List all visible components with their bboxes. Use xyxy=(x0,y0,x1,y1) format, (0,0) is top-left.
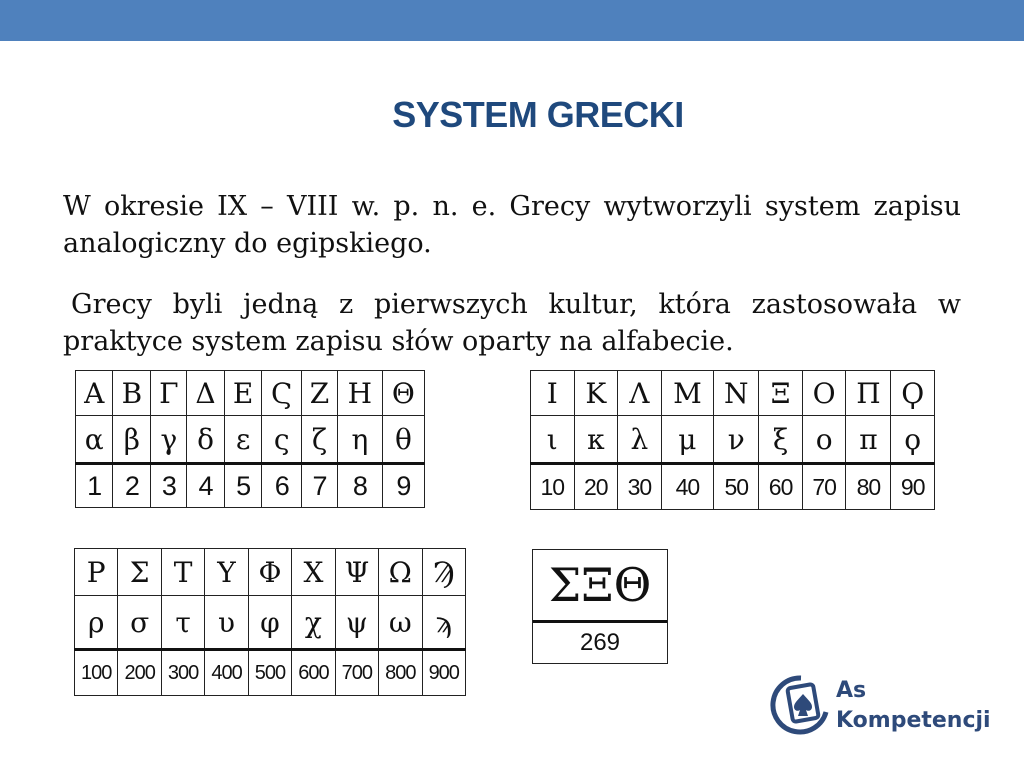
glyph-cell: ψ xyxy=(335,596,378,650)
value-cell: 6 xyxy=(262,464,302,508)
glyph-cell: η xyxy=(338,416,383,464)
glyph-cell: Δ xyxy=(187,371,224,416)
value-cell: 30 xyxy=(618,464,662,510)
glyph-cell: π xyxy=(846,416,891,464)
glyph-cell: Γ xyxy=(151,371,187,416)
numeral-table-tens xyxy=(530,370,935,510)
value-cell: 600 xyxy=(292,650,335,696)
lowercase-row xyxy=(531,416,935,464)
spade-card-icon xyxy=(770,672,832,740)
value-cell: 4 xyxy=(187,464,224,508)
glyph-cell: ι xyxy=(531,416,575,464)
glyph-cell: ρ xyxy=(75,596,118,650)
glyph-cell: α xyxy=(76,416,113,464)
glyph-cell: κ xyxy=(574,416,618,464)
value-cell: 700 xyxy=(335,650,378,696)
value-cell: 20 xyxy=(574,464,618,510)
logo-text xyxy=(836,676,991,736)
value-cell: 1 xyxy=(76,464,113,508)
glyph-cell: ς xyxy=(262,416,302,464)
glyph-cell: ω xyxy=(379,596,422,650)
paragraph-2: Grecy byli jedną z pierwszych kultur, która zastosowała w praktyce system zapisu słów oparty na alfabecie. xyxy=(63,289,961,357)
value-cell: 9 xyxy=(382,464,424,508)
value-cell: 50 xyxy=(714,464,759,510)
glyph-cell: σ xyxy=(118,596,161,650)
value-cell: 800 xyxy=(379,650,422,696)
value-cell: 300 xyxy=(161,650,204,696)
value-cell: 7 xyxy=(301,464,337,508)
glyph-cell: ζ xyxy=(301,416,337,464)
lowercase-row xyxy=(76,416,425,464)
paragraph-2-container xyxy=(63,286,961,372)
glyph-cell: Ζ xyxy=(301,371,337,416)
glyph-cell: θ xyxy=(382,416,424,464)
numeral-table-hundreds xyxy=(74,548,466,696)
glyph-cell: ε xyxy=(224,416,262,464)
example-box-269 xyxy=(532,549,668,664)
value-row xyxy=(531,464,935,510)
glyph-cell: ϙ xyxy=(891,416,935,464)
glyph-cell: Χ xyxy=(292,549,335,596)
slide-title: SYSTEM GRECKI xyxy=(392,94,684,135)
glyph-cell: Ϙ xyxy=(891,371,935,416)
glyph-cell: χ xyxy=(292,596,335,650)
example-letters: ΣΞΘ xyxy=(533,550,667,623)
glyph-cell: Ο xyxy=(802,371,846,416)
glyph-cell: υ xyxy=(205,596,248,650)
glyph-cell: Ϛ xyxy=(262,371,302,416)
glyph-cell: Η xyxy=(338,371,383,416)
value-cell: 5 xyxy=(224,464,262,508)
value-cell: 90 xyxy=(891,464,935,510)
value-cell: 10 xyxy=(531,464,575,510)
uppercase-row xyxy=(531,371,935,416)
glyph-cell: Ω xyxy=(379,549,422,596)
glyph-cell: Τ xyxy=(161,549,204,596)
value-cell: 400 xyxy=(205,650,248,696)
example-value: 269 xyxy=(579,629,621,656)
glyph-cell: Ξ xyxy=(759,371,803,416)
glyph-cell: μ xyxy=(661,416,714,464)
value-row xyxy=(76,464,425,508)
glyph-cell: Ρ xyxy=(75,549,118,596)
glyph-cell: λ xyxy=(618,416,662,464)
glyph-cell: δ xyxy=(187,416,224,464)
glyph-cell: Ι xyxy=(531,371,575,416)
top-accent-bar xyxy=(0,0,1024,41)
glyph-cell: Ϡ xyxy=(422,549,466,596)
value-cell: 60 xyxy=(759,464,803,510)
as-kompetencji-logo xyxy=(770,672,1000,744)
glyph-cell: Α xyxy=(76,371,113,416)
glyph-cell: Θ xyxy=(382,371,424,416)
uppercase-row xyxy=(75,549,466,596)
glyph-cell: ξ xyxy=(759,416,803,464)
lowercase-row xyxy=(75,596,466,650)
value-cell: 2 xyxy=(113,464,151,508)
value-cell: 900 xyxy=(422,650,466,696)
value-cell: 80 xyxy=(846,464,891,510)
glyph-cell: Ν xyxy=(714,371,759,416)
glyph-cell: Μ xyxy=(661,371,714,416)
glyph-cell: β xyxy=(113,416,151,464)
logo-line-1: As xyxy=(836,678,867,703)
glyph-cell: γ xyxy=(151,416,187,464)
glyph-cell: Λ xyxy=(618,371,662,416)
glyph-cell: ϡ xyxy=(422,596,466,650)
value-cell: 3 xyxy=(151,464,187,508)
paragraph-1: W okresie IX – VIII w. p. n. e. Grecy wytworzyli system zapisu analogiczny do egipskiego. xyxy=(63,191,961,259)
glyph-cell: Β xyxy=(113,371,151,416)
glyph-cell: τ xyxy=(161,596,204,650)
glyph-cell: Ε xyxy=(224,371,262,416)
glyph-cell: Ψ xyxy=(335,549,378,596)
glyph-cell: Σ xyxy=(118,549,161,596)
value-cell: 500 xyxy=(248,650,291,696)
glyph-cell: Π xyxy=(846,371,891,416)
uppercase-row xyxy=(76,371,425,416)
value-cell: 100 xyxy=(75,650,118,696)
numeral-table-units xyxy=(75,370,425,508)
logo-line-2: Kompetencji xyxy=(836,708,991,733)
glyph-cell: Φ xyxy=(248,549,291,596)
glyph-cell: φ xyxy=(248,596,291,650)
glyph-cell: Υ xyxy=(205,549,248,596)
value-cell: 200 xyxy=(118,650,161,696)
glyph-cell: ν xyxy=(714,416,759,464)
value-cell: 8 xyxy=(338,464,383,508)
glyph-cell: ο xyxy=(802,416,846,464)
value-cell: 70 xyxy=(802,464,846,510)
glyph-cell: Κ xyxy=(574,371,618,416)
value-row xyxy=(75,650,466,696)
value-cell: 40 xyxy=(661,464,714,510)
